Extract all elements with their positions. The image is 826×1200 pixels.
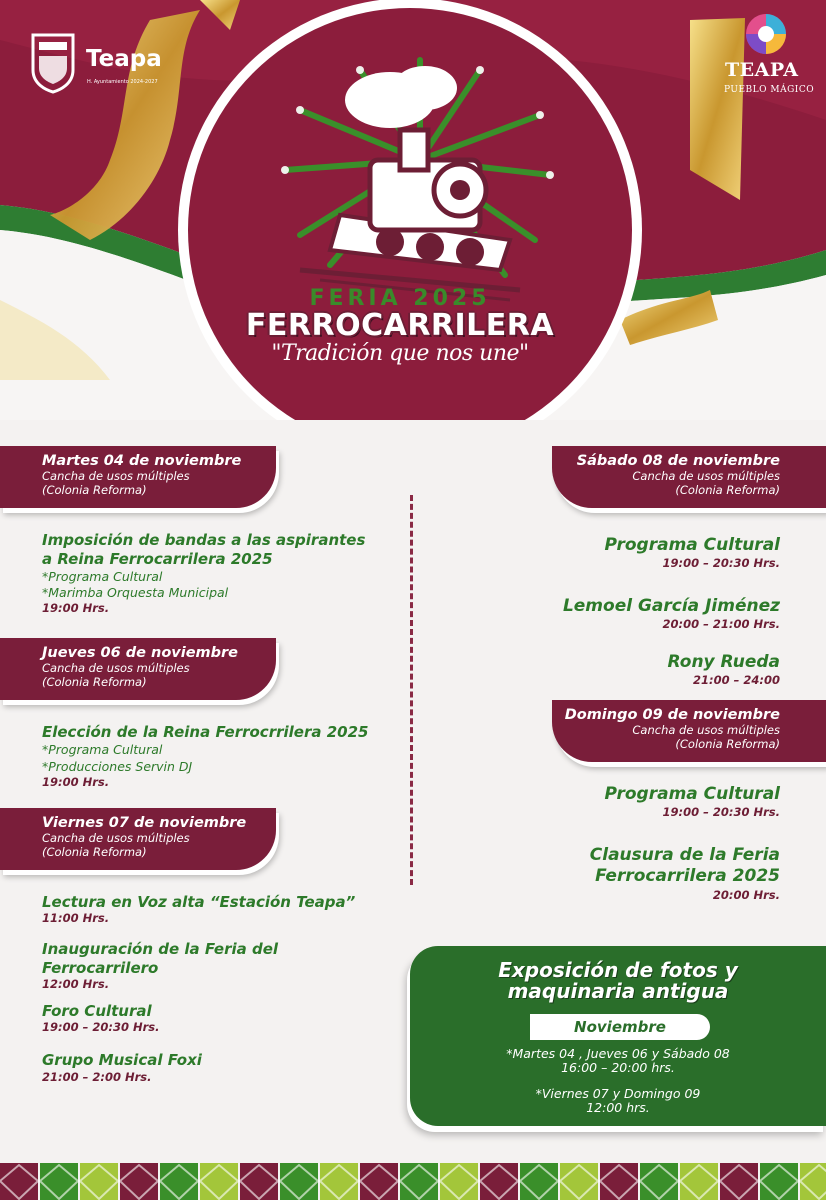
event-note: *Marimba Orquesta Municipal xyxy=(42,585,229,600)
venue-line: Cancha de usos múltiples xyxy=(42,831,190,845)
event-title-block xyxy=(190,286,610,366)
decorative-pattern-band xyxy=(0,1155,826,1200)
pattern-tile xyxy=(240,1163,278,1200)
event-title: Rony Rueda xyxy=(667,652,780,672)
exhibition-box xyxy=(410,946,826,1126)
event-time: 21:00 – 24:00 xyxy=(693,673,780,687)
event-time: 19:00 – 20:30 Hrs. xyxy=(662,556,780,570)
pueblo-magico-logo xyxy=(720,12,815,102)
pueblo-brand: TEAPA xyxy=(725,59,799,81)
pattern-tile xyxy=(520,1163,558,1200)
pattern-tile xyxy=(600,1163,638,1200)
pattern-tile xyxy=(640,1163,678,1200)
venue-colonia: (Colonia Reforma) xyxy=(42,675,147,689)
pattern-tile xyxy=(400,1163,438,1200)
pattern-tile xyxy=(40,1163,78,1200)
exhibition-title xyxy=(410,960,826,1002)
event-title: Lectura en Voz alta “Estación Teapa” xyxy=(42,893,356,911)
event-time: 19:00 – 20:30 Hrs. xyxy=(42,1020,160,1034)
municipality-logo xyxy=(30,32,162,98)
pattern-tile xyxy=(760,1163,798,1200)
pattern-tile xyxy=(120,1163,158,1200)
column-divider xyxy=(410,495,413,885)
spiral-flower-icon xyxy=(744,12,788,56)
exhibition-title-line: maquinaria antigua xyxy=(507,979,729,1003)
day-tab-viernes xyxy=(0,808,276,870)
event-time: 20:00 – 21:00 Hrs. xyxy=(662,617,780,631)
feria-year: FERIA 2025 xyxy=(309,286,491,311)
exhibition-schedule-line: *Martes 04 , Jueves 06 y Sábado 08 xyxy=(506,1046,730,1061)
event-title: Clausura de la Feria xyxy=(589,845,780,865)
exhibition-schedule-line: *Viernes 07 y Domingo 09 xyxy=(535,1086,701,1101)
venue-line: Cancha de usos múltiples xyxy=(632,723,780,737)
exhibition-schedule-line: 16:00 – 20:00 hrs. xyxy=(561,1060,675,1075)
pattern-tile xyxy=(200,1163,238,1200)
event-note: *Programa Cultural xyxy=(42,569,163,584)
event-time: 19:00 Hrs. xyxy=(42,775,110,789)
pattern-tile xyxy=(720,1163,758,1200)
event-time: 12:00 Hrs. xyxy=(42,977,110,991)
event-time: 19:00 Hrs. xyxy=(42,601,110,615)
event-title: Imposición de bandas a las aspirantes xyxy=(42,531,366,549)
event-title: Lemoel García Jiménez xyxy=(562,596,780,616)
day-date: Martes 04 de noviembre xyxy=(42,453,242,469)
venue-colonia: (Colonia Reforma) xyxy=(675,483,780,497)
venue-colonia: (Colonia Reforma) xyxy=(675,737,780,751)
municipality-name: Teapa xyxy=(86,46,162,72)
day-tab-sabado xyxy=(552,446,826,508)
exhibition-title-line: Exposición de fotos y xyxy=(498,958,738,982)
pattern-tile xyxy=(320,1163,358,1200)
pueblo-subtitle: PUEBLO MÁGICO xyxy=(724,85,815,95)
exhibition-month: Noviembre xyxy=(530,1014,710,1040)
pattern-tile xyxy=(480,1163,518,1200)
event-title: Foro Cultural xyxy=(42,1002,152,1020)
pattern-tile xyxy=(440,1163,478,1200)
event-title: Programa Cultural xyxy=(604,535,780,555)
day-tab-jueves xyxy=(0,638,276,700)
pattern-tile xyxy=(80,1163,118,1200)
event-title: Programa Cultural xyxy=(604,784,780,804)
day-tab-domingo xyxy=(552,700,826,762)
venue-colonia: (Colonia Reforma) xyxy=(42,483,147,497)
ferrocarrilera-title: FERROCARRILERA xyxy=(245,308,555,343)
event-title: Inauguración de la Feria del xyxy=(42,940,279,958)
event-title: Grupo Musical Foxi xyxy=(42,1051,202,1069)
pattern-tile xyxy=(360,1163,398,1200)
coat-of-arms-icon xyxy=(30,32,76,94)
event-time: 20:00 Hrs. xyxy=(712,888,780,902)
event-time: 19:00 – 20:30 Hrs. xyxy=(662,805,780,819)
pattern-tile xyxy=(0,1163,38,1200)
venue-line: Cancha de usos múltiples xyxy=(42,661,190,675)
event-time: 21:00 – 2:00 Hrs. xyxy=(42,1070,152,1084)
venue-line: Cancha de usos múltiples xyxy=(42,469,190,483)
event-title: Ferrocarrilero xyxy=(42,959,159,977)
tagline: "Tradición que nos une" xyxy=(271,341,529,366)
day-date: Jueves 06 de noviembre xyxy=(42,645,239,661)
event-title: Elección de la Reina Ferrocrrilera 2025 xyxy=(42,723,369,741)
event-note: *Producciones Servin DJ xyxy=(42,759,193,774)
day-date: Domingo 09 de noviembre xyxy=(564,707,780,723)
event-note: *Programa Cultural xyxy=(42,742,163,757)
pattern-tile xyxy=(280,1163,318,1200)
event-title: Ferrocarrilera 2025 xyxy=(595,866,780,886)
day-date: Sábado 08 de noviembre xyxy=(576,453,780,469)
day-date: Viernes 07 de noviembre xyxy=(42,815,247,831)
exhibition-schedule-line: 12:00 hrs. xyxy=(586,1100,650,1115)
day-tab-martes xyxy=(0,446,276,508)
event-title: a Reina Ferrocarrilera 2025 xyxy=(42,550,273,568)
event-time: 11:00 Hrs. xyxy=(42,911,110,925)
municipality-subtitle: H. Ayuntamiento 2024-2027 xyxy=(87,79,158,85)
pattern-tile xyxy=(560,1163,598,1200)
pattern-tile xyxy=(160,1163,198,1200)
venue-line: Cancha de usos múltiples xyxy=(632,469,780,483)
pattern-tile xyxy=(680,1163,718,1200)
venue-colonia: (Colonia Reforma) xyxy=(42,845,147,859)
